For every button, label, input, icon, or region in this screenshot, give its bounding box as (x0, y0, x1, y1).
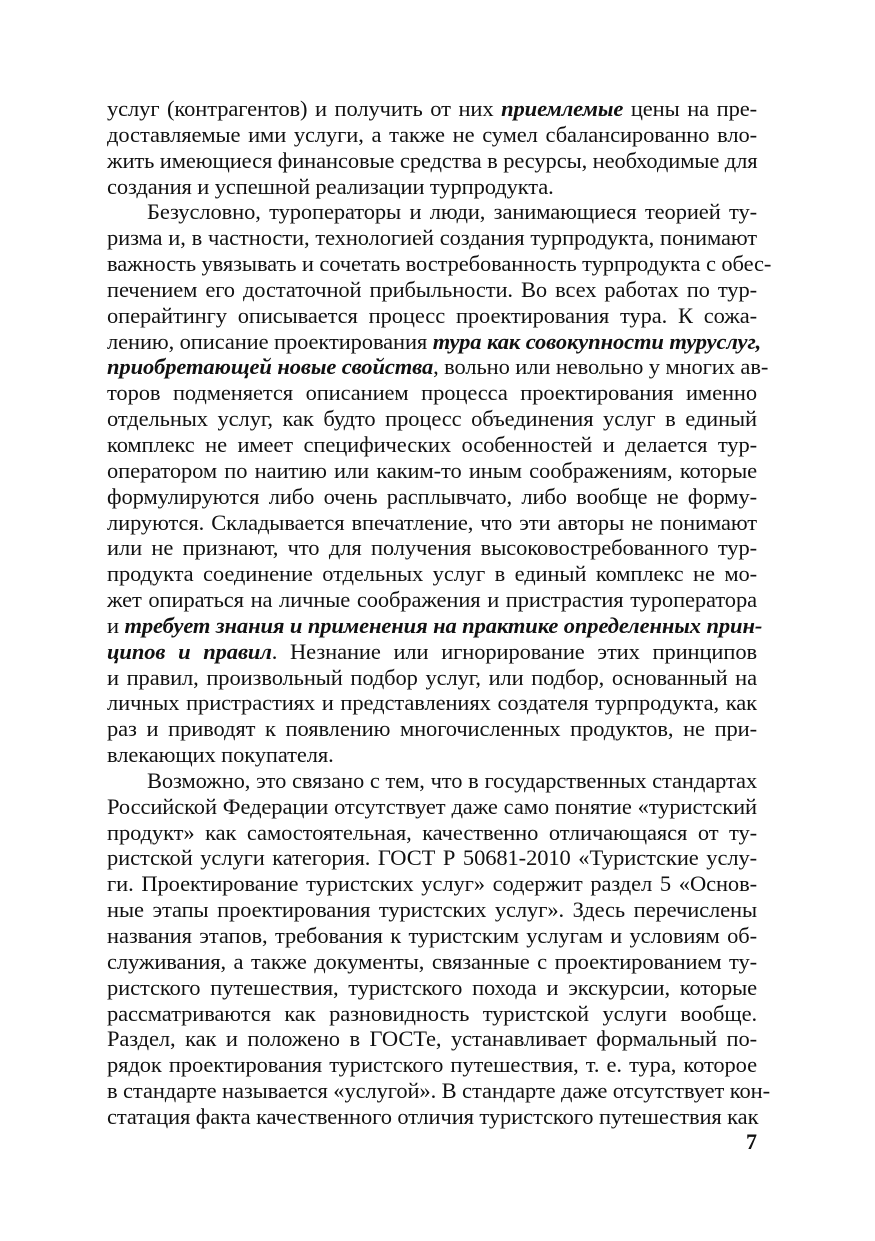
text-run: лению, описание проектирования (107, 328, 433, 354)
text-run: формулируются либо очень расплывчато, либо вообще не форму- (107, 483, 757, 509)
text-run: рядок проектирования туристского путешествия, т. е. тура, которое (107, 1052, 757, 1078)
text-run: отдельных услуг, как будто процесс объединения услуг в единый (107, 406, 757, 432)
text-line (107, 820, 757, 846)
text-line (107, 561, 757, 587)
text-line (107, 251, 772, 277)
text-line (107, 923, 757, 949)
text-run: . Незнание или игнорирование этих принципов (271, 638, 757, 664)
text-run: продукта соединение отдельных услуг в единый комплекс не мо- (107, 561, 757, 587)
emphasized-text: тура как совокупности туруслуг, (432, 328, 762, 354)
text-run: лируются. Складывается впечатление, что эти авторы не понимают (107, 509, 757, 535)
text-run: и (107, 612, 125, 638)
text-line (107, 535, 757, 561)
text-line (107, 794, 757, 820)
text-run: названия этапов, требования к туристским услугам и условиям об- (107, 923, 757, 948)
paragraph (107, 96, 757, 199)
text-line (107, 612, 763, 639)
text-run: комплекс не имеет специфических особенностей и делается тур- (107, 431, 757, 457)
text-run: ные этапы проектирования туристских услуг». Здесь перечислены (107, 897, 757, 923)
emphasized-text: требует знания и применения на практике определенных прин- (124, 612, 763, 638)
text-run: жет опираться на личные соображения и пристрастия туроператора (107, 587, 757, 613)
text-run: создания и успешной реализации турпродукта. (107, 173, 554, 199)
text-line (107, 587, 757, 613)
text-run: ристской услуги категория. ГОСТ Р 50681-2010 «Туристские услу- (107, 845, 757, 871)
text-run: влекающих покупателя. (107, 742, 334, 768)
text-run: операйтингу описывается процесс проектирования тура. К сожа- (107, 302, 757, 328)
text-line (107, 871, 757, 897)
text-run: продукт» как самостоятельная, качественно отличающаяся от ту- (107, 819, 757, 845)
text-run: ризма и, в частности, технологией создания турпродукта, понимают (107, 225, 757, 251)
text-run: личных пристрастиях и представлениях создателя турпродукта, как (107, 690, 757, 716)
text-run: важность увязывать и сочетать востребованность турпродукта с обес- (107, 251, 772, 277)
text-line (107, 1078, 770, 1104)
text-run: ристского путешествия, туристского похода и экскурсии, которые (107, 974, 757, 1000)
text-line (107, 458, 757, 484)
text-run: ги. Проектирование туристских услуг» содержит раздел 5 «Основ- (107, 871, 757, 897)
text-line (107, 949, 757, 975)
page-number: 7 (746, 1129, 757, 1154)
text-line (107, 1026, 757, 1052)
text-line (107, 690, 757, 716)
text-line (107, 380, 757, 406)
paragraph (107, 767, 770, 1130)
text-run: Российской Федерации отсутствует даже само понятие «туристский (107, 793, 757, 819)
text-line (107, 975, 757, 1001)
text-line (107, 639, 757, 665)
text-run: цены на пре- (623, 96, 758, 121)
text-line (107, 845, 757, 871)
text-run: Безусловно, туроператоры и люди, занимающиеся теорией ту- (147, 199, 757, 225)
text-line (107, 484, 757, 510)
emphasized-text: приемлемые (501, 96, 624, 121)
text-line (107, 510, 757, 536)
text-line (107, 96, 757, 122)
text-line (107, 122, 757, 148)
text-line (107, 432, 757, 458)
text-line (107, 406, 757, 432)
text-line (107, 897, 757, 923)
emphasized-text: ципов и правил (107, 638, 272, 664)
text-line (107, 199, 757, 225)
text-run: Возможно, это связано с тем, что в государственных стандартах (147, 767, 757, 793)
text-run: торов подменяется описанием процесса проектирования именно (107, 380, 757, 406)
text-line (107, 148, 757, 174)
text-run: или не признают, что для получения высоковостребованного тур- (107, 535, 757, 561)
emphasized-text: приобретающей новые свойства (107, 354, 434, 380)
text-run: раз и приводят к появлению многочисленных продуктов, не при- (107, 716, 757, 742)
text-line (107, 354, 769, 380)
text-run: рассматриваются как разновидность туристской услуги вообще. (107, 1000, 757, 1026)
text-line (107, 665, 757, 691)
text-run: доставляемые ими услуги, а также не сумел сбалансированно вло- (107, 121, 757, 147)
text-run: служивания, а также документы, связанные с проектированием ту- (107, 948, 757, 974)
text-line (107, 768, 757, 794)
text-line (107, 225, 757, 251)
text-line (107, 328, 762, 355)
body-text (107, 96, 772, 1130)
text-line (107, 1001, 757, 1027)
text-run: в стандарте называется «услугой». В стандарте даже отсутствует кон- (107, 1078, 770, 1104)
text-run: печением его достаточной прибыльности. Во всех работах по тур- (107, 276, 757, 302)
text-line (107, 1104, 757, 1130)
text-line (107, 174, 757, 200)
text-line (107, 303, 757, 329)
text-run: жить имеющиеся финансовые средства в ресурсы, необходимые для (107, 147, 758, 173)
text-run: статация факта качественного отличия туристского путешествия как (107, 1103, 759, 1129)
text-line (107, 277, 757, 303)
text-run: оператором по наитию или каким-то иным соображениям, которые (107, 457, 757, 483)
text-run: Раздел, как и положено в ГОСТе, устанавливает формальный по- (107, 1026, 757, 1052)
text-line (107, 716, 757, 742)
text-run: услуг (контрагентов) и получить от них (107, 96, 502, 121)
paragraph (107, 199, 772, 768)
text-run: и правил, произвольный подбор услуг, или подбор, основанный на (107, 664, 757, 690)
text-line (107, 1052, 757, 1078)
text-run: , вольно или невольно у многих ав- (433, 354, 769, 380)
text-line (107, 742, 757, 768)
